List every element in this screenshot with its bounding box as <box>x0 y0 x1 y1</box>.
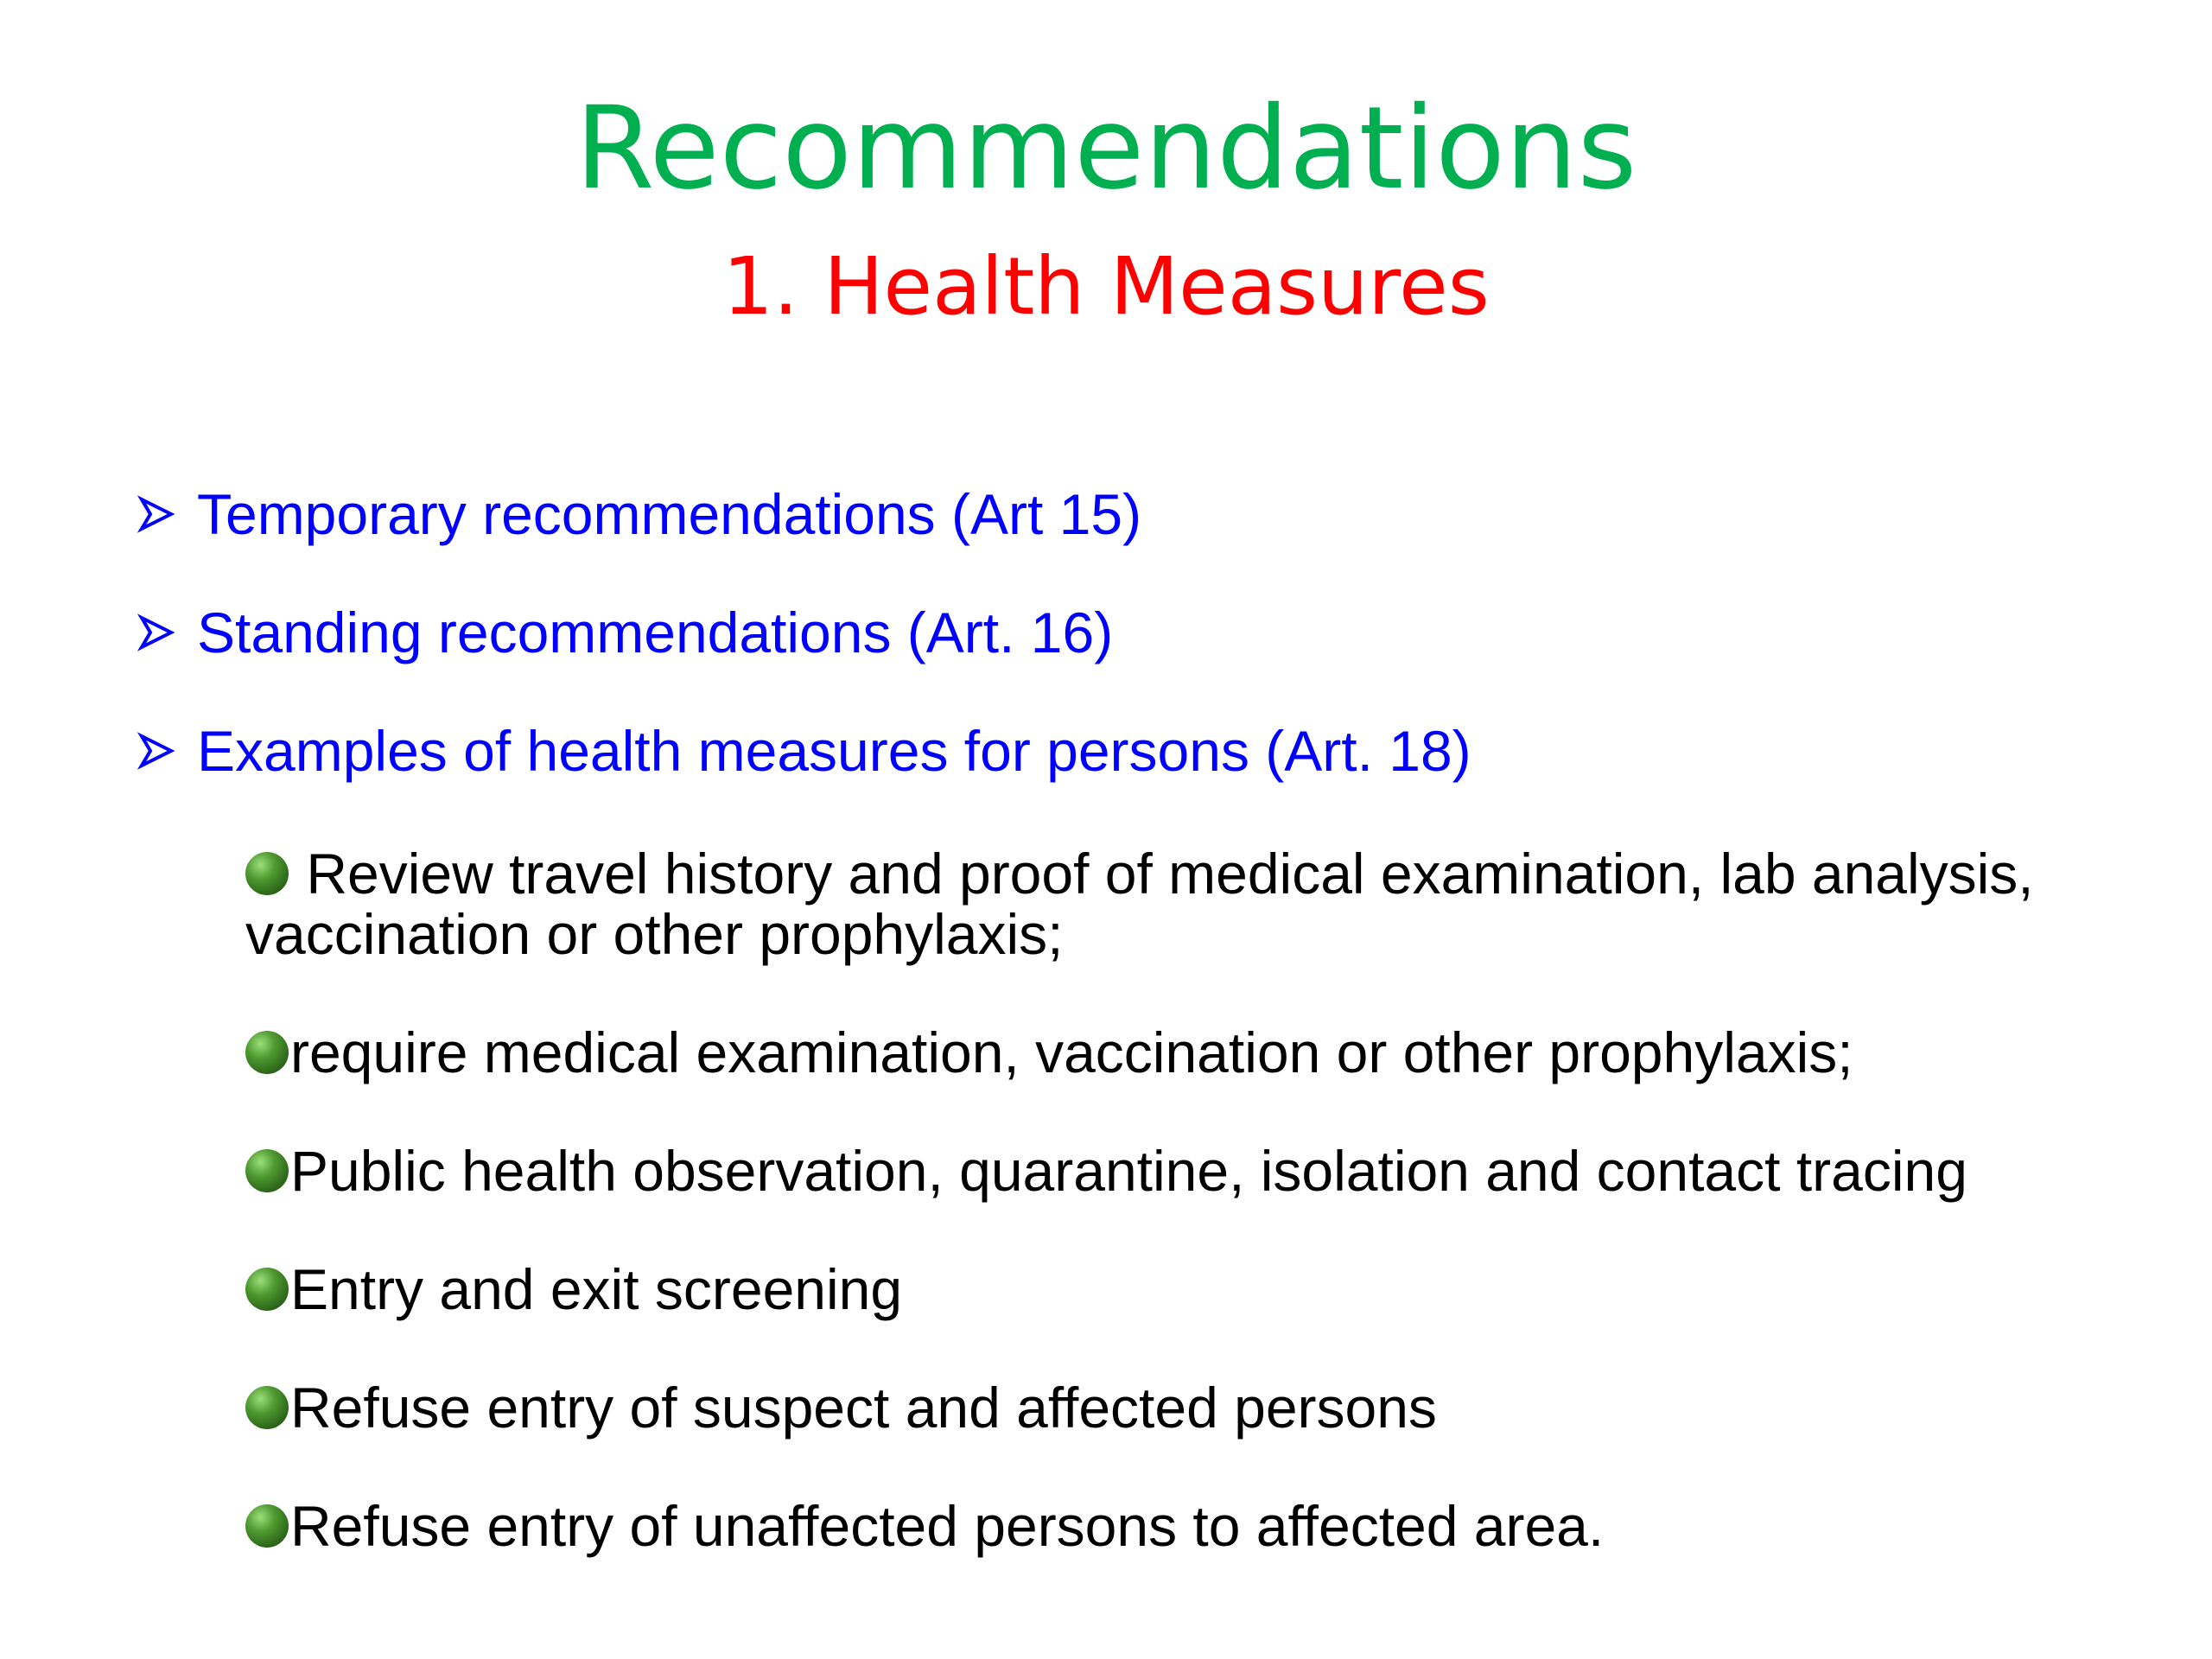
sub-item-public-health-observation <box>245 1141 2129 1201</box>
slide-subtitle: 1. Health Measures <box>722 240 1490 333</box>
sub-item-label: Refuse entry of unaffected persons to affected area. <box>290 1494 1605 1558</box>
green-ball-bullet-icon <box>245 852 289 895</box>
arrow-bullet-icon <box>137 731 197 771</box>
sub-item-label: Refuse entry of suspect and affected persons <box>290 1376 1437 1440</box>
sub-item-label: Review travel history and proof of medical examination, lab analysis, vaccination or other prophylaxis; <box>245 842 2034 966</box>
list-item-label: Standing recommendations (Art. 16) <box>197 601 1114 664</box>
sub-item-review-travel-history <box>245 843 2129 964</box>
sub-item-refuse-entry-suspect <box>245 1377 2129 1438</box>
list-item-label: Examples of health measures for persons (Art. 18) <box>197 719 1471 783</box>
sub-item-entry-exit-screening <box>245 1259 2129 1319</box>
sub-item-label: Entry and exit screening <box>290 1257 903 1321</box>
green-ball-bullet-icon <box>245 1268 289 1311</box>
list-item-examples-health-measures <box>137 716 1471 785</box>
sub-item-label: Public health observation, quarantine, isolation and contact tracing <box>290 1139 1967 1203</box>
green-ball-bullet-icon <box>245 1031 289 1074</box>
slide-title: Recommendations <box>575 82 1637 215</box>
list-item-temporary-recommendations <box>137 480 1141 549</box>
arrow-bullet-icon <box>137 494 197 534</box>
list-item-label: Temporary recommendations (Art 15) <box>197 482 1142 546</box>
green-ball-bullet-icon <box>245 1386 289 1429</box>
sub-item-refuse-entry-unaffected <box>245 1496 2129 1556</box>
sub-item-require-medical-examination <box>245 1022 2129 1083</box>
arrow-bullet-icon <box>137 613 197 652</box>
green-ball-bullet-icon <box>245 1149 289 1192</box>
list-item-standing-recommendations <box>137 598 1113 667</box>
green-ball-bullet-icon <box>245 1504 289 1548</box>
sub-item-label: require medical examination, vaccination or other prophylaxis; <box>290 1020 1853 1084</box>
